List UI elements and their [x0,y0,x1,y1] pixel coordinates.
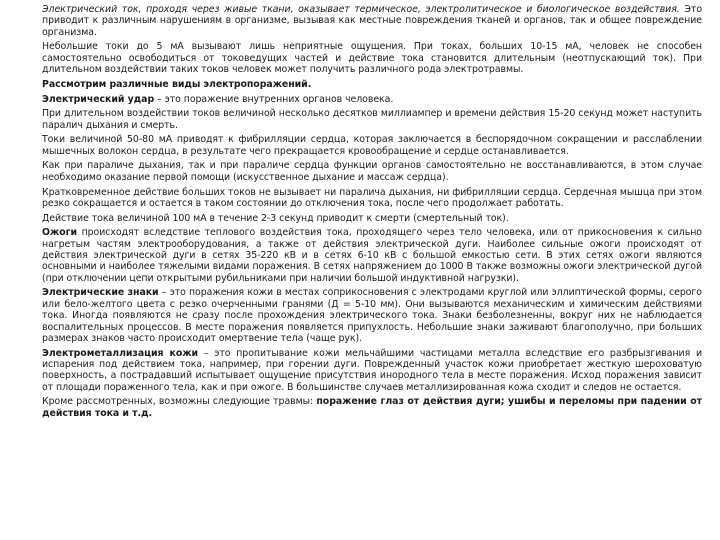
text-span: – это пропитывание кожи мельчайшими частицами металла вследствие его разбрызгивания и испарения под действием тока, например, при горении дуги. Поврежденный участок кожи приобретает жесткую шероховатую поверхность, а пострадавший испытывает ощущение присутствия инородного тела в месте поражения. Исход поражения зависит от площади пораженного тела, как и при ожоге. В большинстве случаев металлизированная кожа сходит и следов не остается. [42,347,702,393]
text-span: – это поражения кожи в местах соприкосновения с электродами круглой или эллиптической формы, серого или бело-желтого цвета с резко очерченными гранями (Д = 5-10 мм). Они вызываются механическим и химическим действиями тока. Иногда появляются не сразу после прохождения электрического тока. Знаки безболезненны, вокруг них не наблюдается воспалительных процессов. В месте поражения появляется припухлость. Небольшие знаки заживают благополучно, при больших размерах знаков часто происходит омертвение тела (чаще рук). [42,287,702,344]
paragraph-small-currents: Небольшие токи до 5 мА вызывают лишь неприятные ощущения. При токах, больших 10-15 мА, человек не способен самостоятельно освободиться от токоведущих частей и действие тока становится длительным (неотпускающий ток). При длительном воздействии таких токов человек может получить различного рода электротравмы. [42,41,702,76]
term-electric-marks: Электрические знаки [42,287,159,299]
text-span: Кроме рассмотренных, возможны следующие травмы: [42,396,317,408]
paragraph-respiratory-paralysis: При длительном воздействии токов величиной несколько десятков миллиампер и времени действия 15-20 секунд может наступить паралич дыхания и смерть. [42,108,702,131]
paragraph-types-heading: Рассмотрим различные виды электропоражений. [42,78,312,90]
paragraph-lethal-current: Действие тока величиной 100 мА в течение 2-3 секунд приводит к смерти (смертельный ток). [42,212,509,224]
paragraph-burns [42,227,702,284]
term-burns: Ожоги [42,227,77,239]
text-span: происходят вследствие теплового воздействия тока, проходящего через тело человека, или от прикосновения к сильно нагретым частям электрооборудования, а также от действия электрической дуги. Наиболее сильные ожоги происходят от действия электрической дуги в сетях 35-220 кВ и в сетях 6-10 кВ с большой емкостью сети. В этих сетях ожоги являются основными и наиболее тяжелыми видами поражения. В сетях напряжением до 1000 В также возможны ожоги электрической дугой (при отключении цепи открытыми рубильниками при наличии большой индуктивной нагрузки). [42,227,702,284]
document-page [42,4,702,422]
text-span: Это приводит к различным нарушениям в организме, вызывая как местные повреждения тканей и органов, так и общее повреждение организма. [42,4,703,38]
paragraph-short-term: Кратковременное действие больших токов не вызывает ни паралича дыхания, ни фибрилляции сердца. Сердечная мышца при этом резко сокращается и остается в таком состоянии до отключения тока, после чего продолжает работать. [42,186,702,209]
paragraph-fibrillation: Токи величиной 50-80 мА приводят к фибрилляции сердца, которая заключается в беспорядочном сокращении и расслаблении мышечных волокон сердца, в результате чего прекращается кровообращение и сердце останавливается. [42,134,702,157]
paragraph-electric-current [42,4,702,38]
term-other-injuries: поражение глаз от действия дуги; ушибы и переломы при падении от действия тока и т.д. [42,396,702,419]
paragraph-electric-marks [42,287,702,344]
paragraph-first-aid: Как при параличе дыхания, так и при параличе сердца функции органов самостоятельно не восстанавливаются, в этом случае необходимо оказание первой помощи (искусственное дыхание и массаж сердца). [42,160,702,183]
term-metallization: Электрометаллизация кожи [42,347,199,359]
paragraph-other-injuries [42,396,702,419]
paragraph-electric-shock [42,94,702,105]
paragraph-metallization [42,348,702,393]
term-effects: термическое, электролитическое и биологическое воздействия. [354,4,680,15]
text-span: – это поражение внутренних органов человека. [154,93,394,105]
term-electric-current: Электрический ток [42,4,139,15]
text-span: , проходя через живые ткани, оказывает [138,4,355,15]
term-electric-shock: Электрический удар [42,93,155,105]
